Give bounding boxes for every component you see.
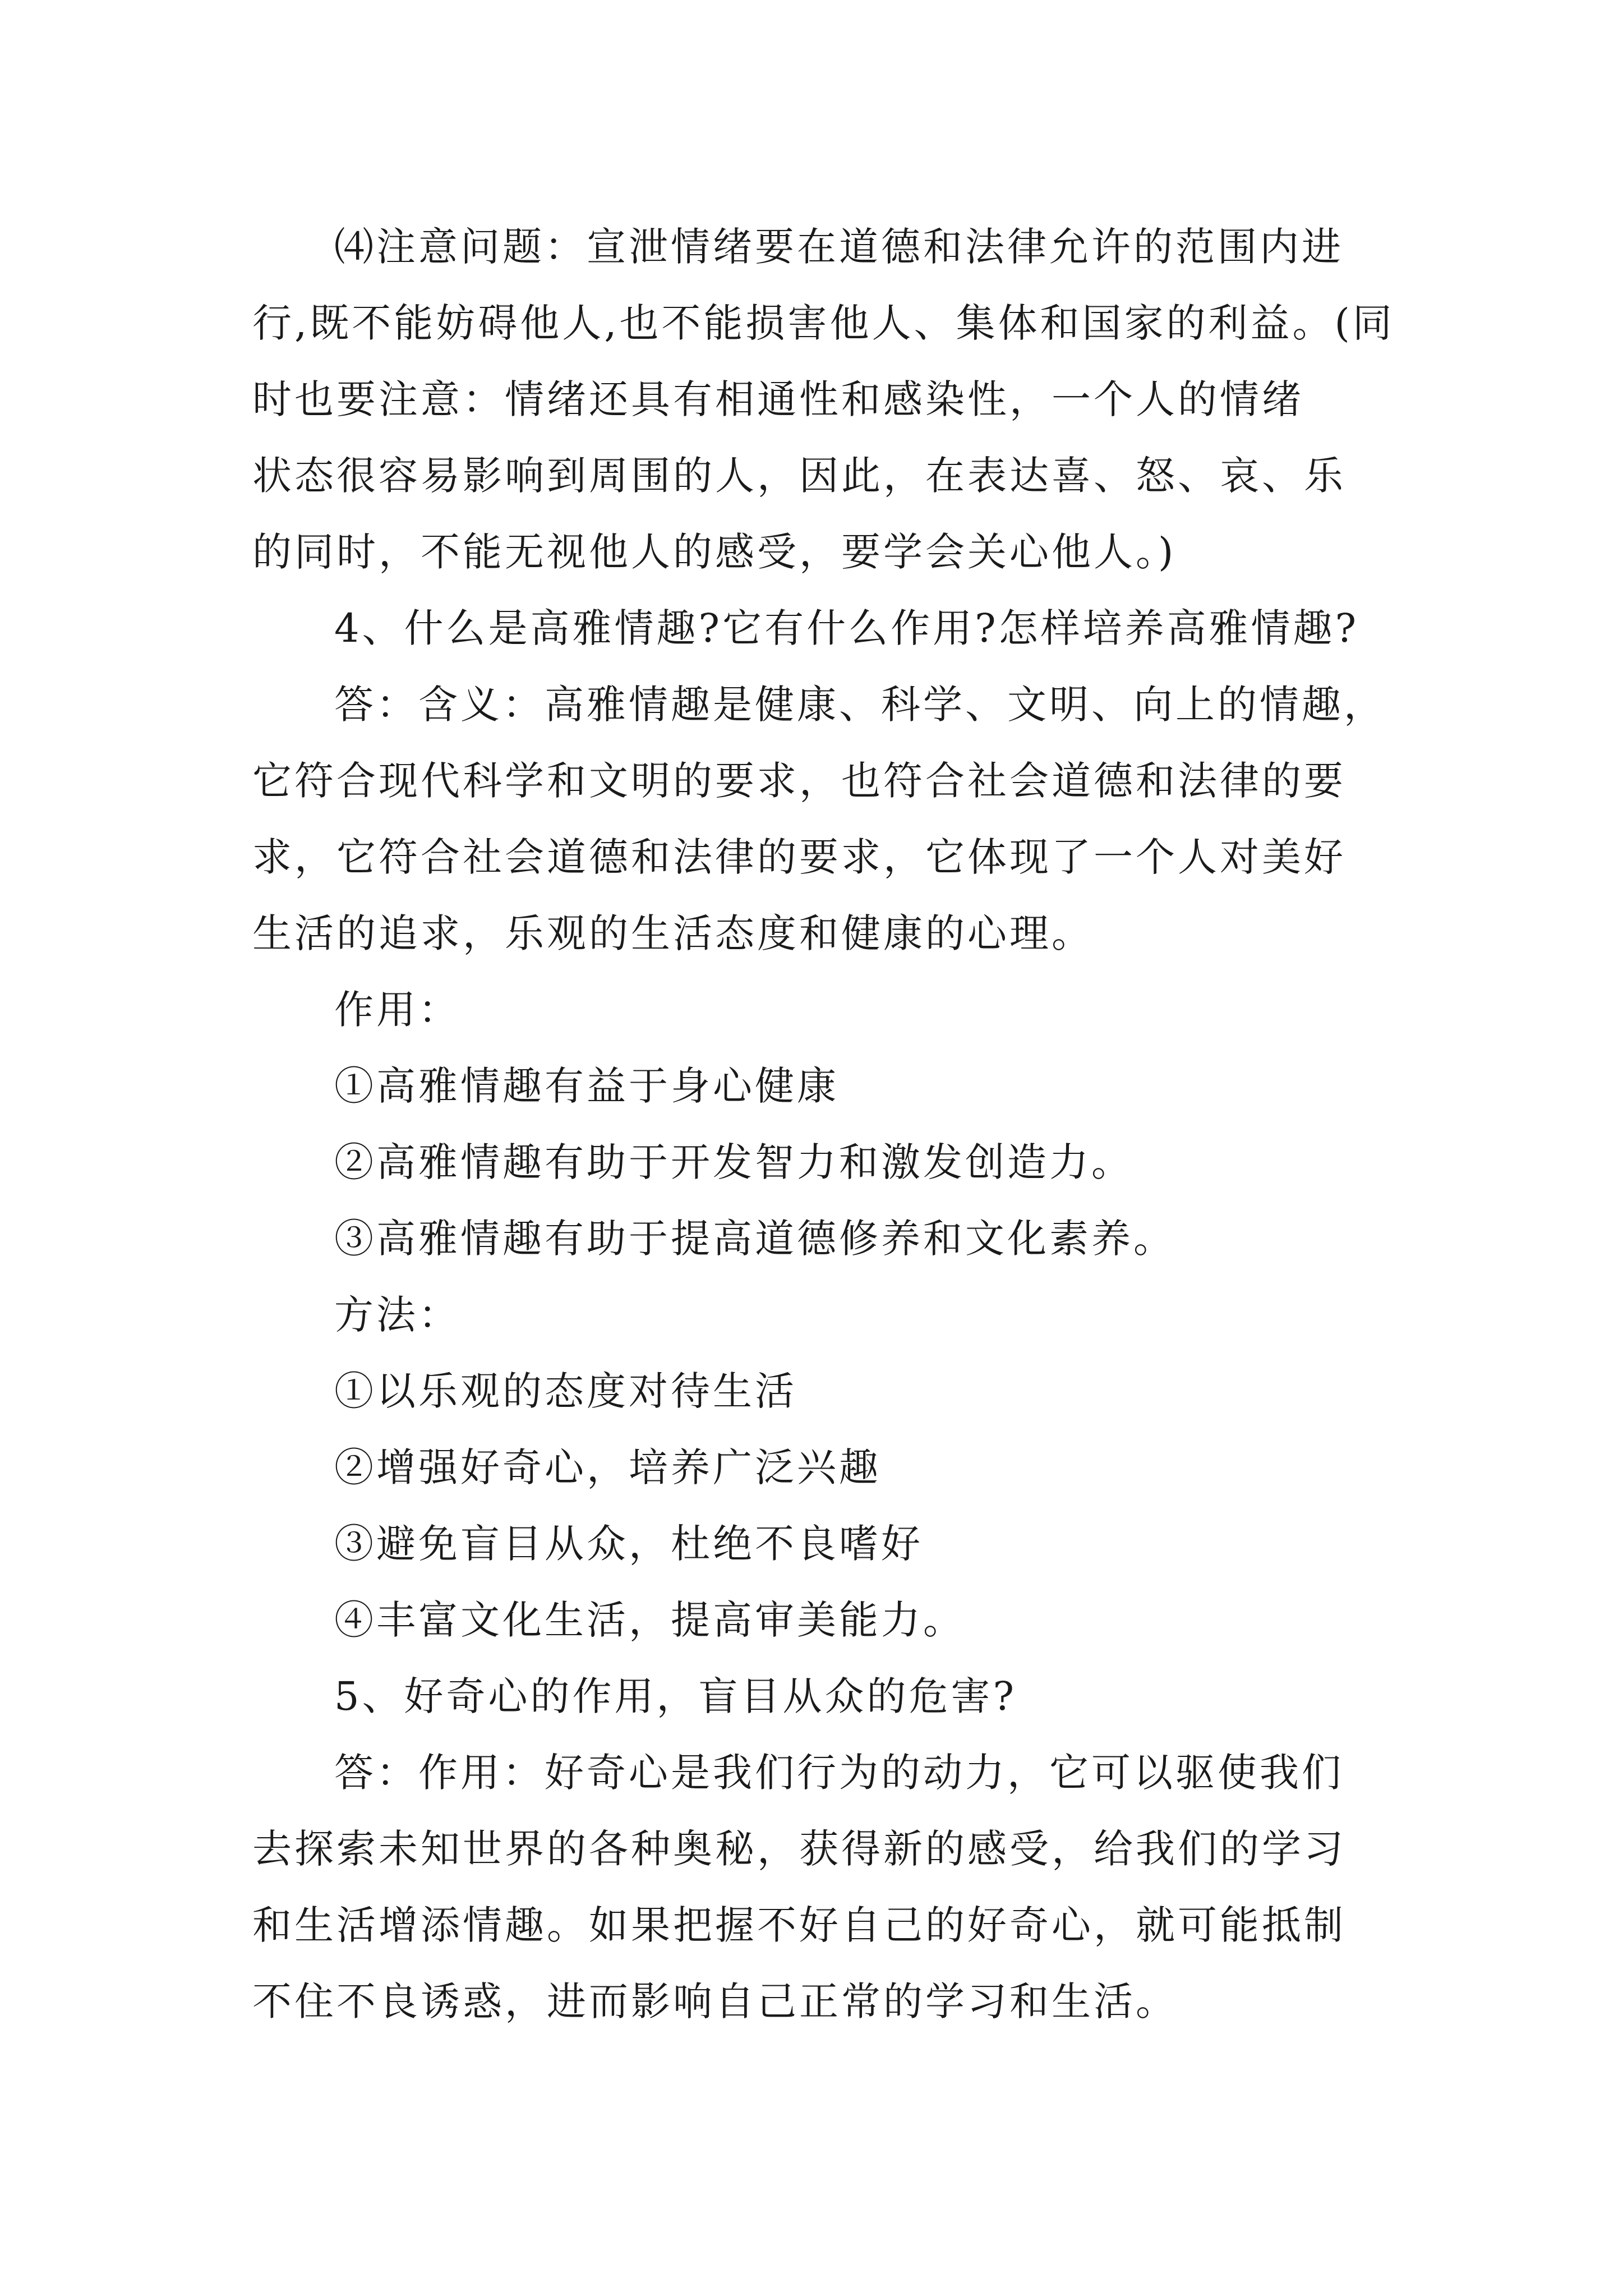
method-item-1: ①以乐观的态度对待生活	[334, 1368, 797, 1414]
text-line-9: 求，它符合社会道德和法律的要求，它体现了一个人对美好	[252, 834, 1346, 880]
text-line-2: 行,既不能妨碍他人,也不能损害他人、集体和国家的利益。(同	[252, 300, 1395, 346]
text-line-8: 它符合现代科学和文明的要求，也符合社会道德和法律的要	[252, 758, 1346, 804]
section-label-method: 方法：	[334, 1292, 460, 1338]
text-line-3: 时也要注意：情绪还具有相通性和感染性，一个人的情绪	[252, 376, 1304, 422]
section-label-function: 作用：	[334, 987, 460, 1033]
text-line-5: 的同时，不能无视他人的感受，要学会关心他人。)	[252, 529, 1177, 575]
text-line-22: 去探索未知世界的各种奥秘，获得新的感受，给我们的学习	[252, 1826, 1346, 1872]
text-line-10: 生活的追求，乐观的生活态度和健康的心理。	[252, 910, 1094, 956]
document-body	[252, 209, 1395, 2040]
function-item-2: ②高雅情趣有助于开发智力和激发创造力。	[334, 1139, 1133, 1185]
text-line-1: ⑷注意问题：宣泄情绪要在道德和法律允许的范围内进	[334, 224, 1344, 270]
text-line-23: 和生活增添情趣。如果把握不好自己的好奇心，就可能抵制	[252, 1902, 1346, 1948]
method-item-3: ③避免盲目从众，杜绝不良嗜好	[334, 1521, 923, 1567]
answer-5-function: 答：作用：好奇心是我们行为的动力，它可以驱使我们	[334, 1750, 1344, 1796]
text-line-4: 状态很容易影响到周围的人，因此，在表达喜、怒、哀、乐	[252, 453, 1346, 499]
question-4-heading: 4、什么是高雅情趣?它有什么作用?怎样培养高雅情趣?	[334, 605, 1359, 651]
text-line-24: 不住不良诱惑，进而影响自己正常的学习和生活。	[252, 1978, 1178, 2024]
method-item-2: ②增强好奇心，培养广泛兴趣	[334, 1444, 881, 1490]
answer-4-meaning: 答：含义：高雅情趣是健康、科学、文明、向上的情趣，	[334, 682, 1386, 728]
method-item-4: ④丰富文化生活，提高审美能力。	[334, 1597, 965, 1643]
question-5-heading: 5、好奇心的作用，盲目从众的危害?	[334, 1673, 1017, 1719]
function-item-3: ③高雅情趣有助于提高道德修养和文化素养。	[334, 1216, 1175, 1262]
function-item-1: ①高雅情趣有益于身心健康	[334, 1063, 839, 1109]
